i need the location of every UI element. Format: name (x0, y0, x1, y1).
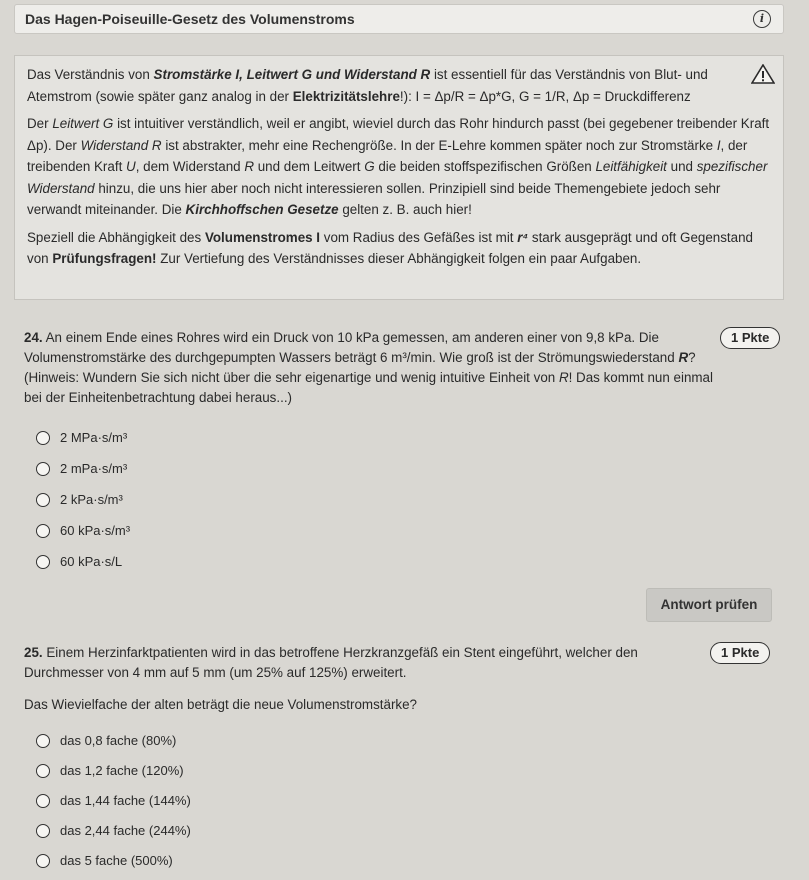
option-25-2[interactable]: das 1,2 fache (120%) (36, 761, 336, 781)
intro-box (14, 55, 784, 300)
question-25-prompt: Das Wievielfache der alten beträgt die neue Volumenstromstärke? (24, 697, 418, 712)
option-25-1[interactable]: das 0,8 fache (80%) (36, 731, 336, 751)
radio-button[interactable] (36, 462, 50, 476)
option-25-4[interactable]: das 2,44 fache (244%) (36, 821, 336, 841)
radio-button[interactable] (36, 734, 50, 748)
intro-paragraph-3: Speziell die Abhängigkeit des Volumenstromes I vom Radius des Gefäßes ist mit r⁴ stark ausgeprägt und oft Gegenstand von Prüfungsfragen! Zur Vertiefung des Verständnisses dieser Abhängigkeit folgen ein paar Aufgaben. (27, 229, 753, 266)
radio-button[interactable] (36, 854, 50, 868)
option-24-2[interactable]: 2 mPa·s/m³ (36, 459, 336, 479)
option-24-3[interactable]: 2 kPa·s/m³ (36, 490, 336, 510)
radio-button[interactable] (36, 493, 50, 507)
points-badge-25: 1 Pkte (710, 642, 770, 664)
intro-paragraph-2: Der Leitwert G ist intuitiver verständlich, weil er angibt, wieviel durch das Rohr hindurch passt (bei gegebener treibender Kraft Δp). Der Widerstand R ist abstrakter, mehr eine Rechengröße. In der E-Lehre kommen später noch zur Stromstärke I, der treibenden Kraft U, dem Widerstand R und dem Leitwert G die beiden stoffspezifischen Größen Leitfähigkeit und spezifischer Widerstand hinzu, die uns hier aber noch nicht interessieren sollen. Prinzipiell sind beide Themengebiete jedoch sehr verwandt miteinander. Die Kirchhoffschen Gesetze gelten z. B. auch hier! (27, 116, 770, 217)
points-badge-24: 1 Pkte (720, 327, 780, 349)
intro-paragraph-1: Das Verständnis von Stromstärke I, Leitwert G und Widerstand R ist essentiell für das Verständnis von Blut- und Atemstrom (sowie später ganz analog in der Elektrizitätslehre!): I = Δp/R = Δp*G, G = 1/R, Δp = Druckdifferenz (27, 67, 708, 104)
radio-button[interactable] (36, 764, 50, 778)
info-icon[interactable]: i (753, 10, 771, 28)
check-answer-button[interactable]: Antwort prüfen (646, 588, 772, 622)
option-25-5[interactable]: das 5 fache (500%) (36, 851, 336, 871)
radio-button[interactable] (36, 824, 50, 838)
question-24-text: 24. An einem Ende eines Rohres wird ein Druck von 10 kPa gemessen, am anderen einer von 9,8 kPa. Die Volumenstromstärke des durchgepumpten Wassers beträgt 6 m³/min. Wie groß ist der Strömungswiederstand R? (Hinweis: Wundern Sie sich nicht über die sehr eigenartige und wenig intuitive Einheit von R! Das kommt nun einmal bei der Einheitenbetrachtung dabei heraus...) (24, 330, 713, 405)
radio-button[interactable] (36, 794, 50, 808)
question-25-text: 25. Einem Herzinfarktpatienten wird in das betroffene Herzkranzgefäß ein Stent eingeführt, welcher den Durchmesser von 4 mm auf 5 mm (um 25% auf 125%) erweitert. (24, 645, 638, 680)
warning-icon[interactable] (751, 64, 775, 84)
option-24-5[interactable]: 60 kPa·s/L (36, 552, 336, 572)
page-header (14, 4, 784, 34)
radio-button[interactable] (36, 524, 50, 538)
option-24-1[interactable]: 2 MPa·s/m³ (36, 428, 336, 448)
option-25-3[interactable]: das 1,44 fache (144%) (36, 791, 336, 811)
option-24-4[interactable]: 60 kPa·s/m³ (36, 521, 336, 541)
radio-button[interactable] (36, 431, 50, 445)
page-title: Das Hagen-Poiseuille-Gesetz des Volumenstroms (25, 11, 355, 27)
radio-button[interactable] (36, 555, 50, 569)
